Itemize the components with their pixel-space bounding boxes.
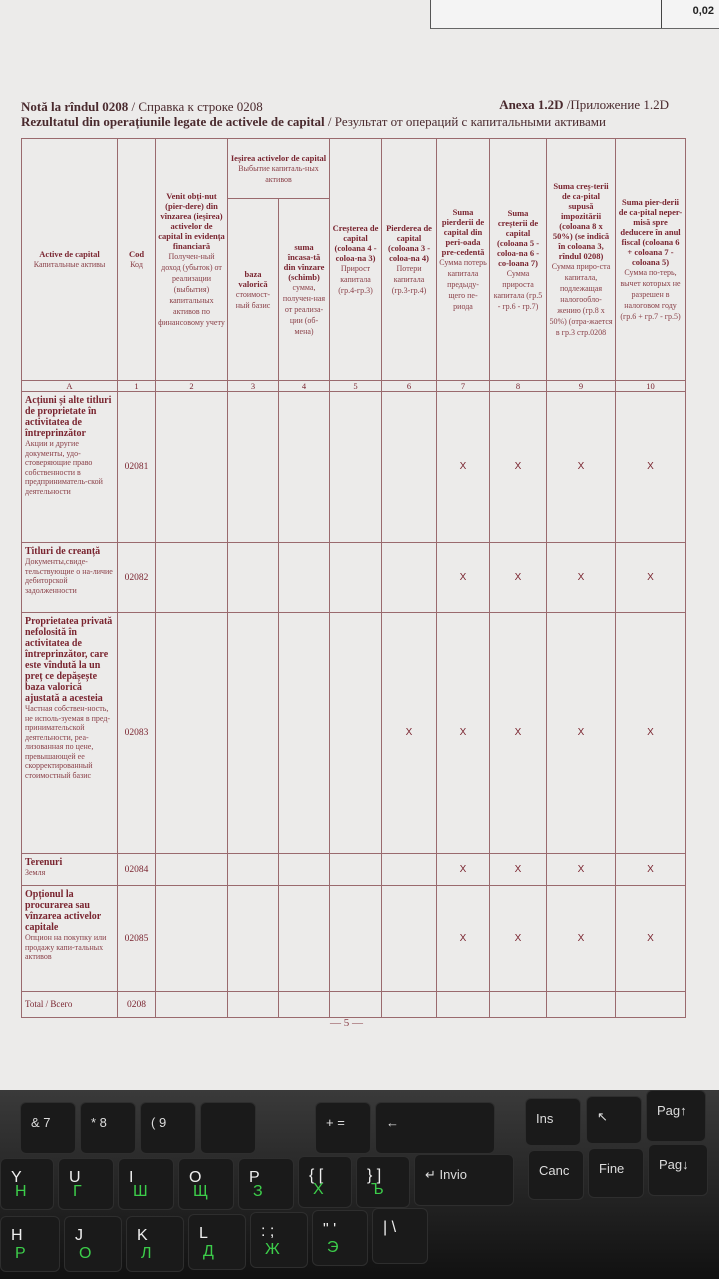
row-code: 02082 bbox=[118, 543, 156, 613]
header-cell-net-gain: Suma creșterii de capital (coloana 5 - coloa-na 6 - co-loana 7) Сумма прироста капитала (гр.5 - гр.6 - гр.7) bbox=[490, 139, 547, 381]
input-cell[interactable] bbox=[279, 392, 330, 543]
cell-col10: X bbox=[616, 392, 686, 543]
col-num: 6 bbox=[382, 381, 437, 392]
input-cell[interactable] bbox=[279, 886, 330, 992]
col-num: 4 bbox=[279, 381, 330, 392]
col-num: 9 bbox=[547, 381, 616, 392]
key-quote[interactable]: " ' Э bbox=[312, 1210, 368, 1266]
cell-col10: X bbox=[616, 886, 686, 992]
key-home[interactable]: ↖ bbox=[586, 1096, 642, 1144]
key-bracket-left[interactable]: { [ Х bbox=[298, 1156, 352, 1208]
col-num: 7 bbox=[437, 381, 490, 392]
key-8[interactable]: * 8 bbox=[80, 1102, 136, 1154]
input-cell[interactable] bbox=[228, 613, 279, 854]
note-title-ru: / Справка к строке 0208 bbox=[128, 99, 263, 114]
input-cell[interactable] bbox=[156, 392, 228, 543]
cell-col9: X bbox=[547, 854, 616, 886]
key-backslash[interactable]: | \ bbox=[372, 1208, 428, 1264]
key-u[interactable]: U Г bbox=[58, 1158, 114, 1210]
row-code: 02085 bbox=[118, 886, 156, 992]
key-7[interactable]: & 7 bbox=[20, 1102, 76, 1154]
annex-label bbox=[499, 97, 669, 113]
cell-col7: X bbox=[437, 613, 490, 854]
input-cell[interactable] bbox=[616, 992, 686, 1018]
key-y[interactable]: Y Н bbox=[0, 1158, 54, 1210]
key-j[interactable]: J О bbox=[64, 1216, 122, 1272]
key-i[interactable]: I Ш bbox=[118, 1158, 174, 1210]
annex-ru: /Приложение 1.2D bbox=[563, 97, 669, 112]
cell-col9: X bbox=[547, 613, 616, 854]
header-cell-nondeductible-loss: Suma pier-derii de ca-pital neper-misă spre deducere în anul fiscal (coloana 6 + coloana 7 - coloana 5) Сумма по-терь, вычет которых не разрешен в налоговом году (гр.6 + гр.7 - гр.5) bbox=[616, 139, 686, 381]
input-cell[interactable] bbox=[279, 854, 330, 886]
key-ins[interactable]: Ins bbox=[525, 1098, 581, 1146]
row-label: Titluri de creanță Документы,свиде-тельствующие о на-личие дебиторской задолженности bbox=[22, 543, 118, 613]
header-cell-income: Venit obți-nut (pier-dere) din vînzarea (ieșirea) activelor de capital în evidența financiară Получен-ный доход (убыток) от реализации (выбытия) капитальных активов по финансовому учету bbox=[156, 139, 228, 381]
input-cell[interactable] bbox=[156, 543, 228, 613]
header-cell-basis: baza valorică стоимост-ный базис bbox=[228, 199, 279, 381]
cell-col9: X bbox=[547, 392, 616, 543]
key-backspace[interactable]: ← bbox=[375, 1102, 495, 1154]
row-label: Proprietatea privată nefolosită în activitatea de întreprinzător, care este vîndută la un preț ce depășește baza valorică ajustată a acesteia Частная собствен-ность, не исполь-зуемая в пред-принимательской деятельности, реа-лизованная по цене, превышающей ее скорректированный стоимостный базис bbox=[22, 613, 118, 854]
section-title-ru: / Результат от операций с капитальными активами bbox=[324, 114, 606, 129]
key-pagedown[interactable]: Pag↓ bbox=[648, 1144, 708, 1196]
table-row bbox=[22, 854, 686, 886]
key-bracket-right[interactable]: } ] Ъ bbox=[356, 1156, 410, 1208]
input-cell[interactable] bbox=[156, 613, 228, 854]
sheet-value: 0,02 bbox=[692, 5, 714, 17]
keyboard bbox=[0, 1090, 719, 1279]
input-cell[interactable] bbox=[279, 992, 330, 1018]
col-num: 1 bbox=[118, 381, 156, 392]
cell-col7: X bbox=[437, 854, 490, 886]
key-0[interactable] bbox=[200, 1102, 256, 1154]
header-cell-gain: Creșterea de capital (coloana 4 - coloa-na 3) Прирост капитала (гр.4-гр.3) bbox=[330, 139, 382, 381]
row-code: 02081 bbox=[118, 392, 156, 543]
key-end[interactable]: Fine bbox=[588, 1148, 644, 1198]
col-num: 2 bbox=[156, 381, 228, 392]
input-cell[interactable] bbox=[228, 886, 279, 992]
row-label: Acțiuni și alte titluri de proprietate în activitatea de întreprinzător Акции и другие документы, удо-стоверяющие право собственности в предприниматель-ской деятельности bbox=[22, 392, 118, 543]
col-num: A bbox=[22, 381, 118, 392]
total-row bbox=[22, 992, 686, 1018]
table-row bbox=[22, 886, 686, 992]
key-l[interactable]: L Д bbox=[188, 1214, 246, 1270]
cell-col10: X bbox=[616, 543, 686, 613]
input-cell[interactable] bbox=[330, 886, 382, 992]
total-code: 0208 bbox=[118, 992, 156, 1018]
key-k[interactable]: K Л bbox=[126, 1216, 184, 1272]
section-title-ro: Rezultatul din operațiunile legate de activele de capital bbox=[21, 114, 325, 129]
input-cell[interactable] bbox=[330, 392, 382, 543]
cell-col8: X bbox=[490, 392, 547, 543]
key-pageup[interactable]: Pag↑ bbox=[646, 1090, 706, 1142]
table-row bbox=[22, 613, 686, 854]
table-row bbox=[22, 392, 686, 543]
cell-col6: X bbox=[382, 613, 437, 854]
header-cell-taxable-gain: Suma creș-terii de ca-pital supusă impozitării (coloana 8 x 50%) (se indică în coloana 3, rîndul 0208) Сумма приро-ста капитала, подлежащая налогообло-жению (гр.8 x 50%) (отра-жается в гр.3 стр.0208 bbox=[547, 139, 616, 381]
cell-col8: X bbox=[490, 886, 547, 992]
cell-col10: X bbox=[616, 854, 686, 886]
cell-col6[interactable] bbox=[382, 543, 437, 613]
key-semicolon[interactable]: : ; Ж bbox=[250, 1212, 308, 1268]
key-equals[interactable]: + = bbox=[315, 1102, 371, 1154]
input-cell[interactable] bbox=[156, 992, 228, 1018]
input-cell[interactable] bbox=[437, 992, 490, 1018]
row-code: 02084 bbox=[118, 854, 156, 886]
input-cell[interactable] bbox=[156, 854, 228, 886]
input-cell[interactable] bbox=[228, 992, 279, 1018]
note-title-ro: Notă la rîndul 0208 bbox=[21, 99, 129, 114]
header-cell-active: Active de capital Капитальные активы bbox=[22, 139, 118, 381]
col-num: 10 bbox=[616, 381, 686, 392]
key-h[interactable]: H Р bbox=[0, 1216, 60, 1272]
cell-col8: X bbox=[490, 854, 547, 886]
cell-col10: X bbox=[616, 613, 686, 854]
cell-col6[interactable] bbox=[382, 886, 437, 992]
row-label: Terenuri Земля bbox=[22, 854, 118, 886]
header-cell-proceeds: suma încasa-tă din vînzare (schimb) сумма, получен-ная от реализа-ции (об-мена) bbox=[279, 199, 330, 381]
key-p[interactable]: P З bbox=[238, 1158, 294, 1210]
header-cell-code: Cod Код bbox=[118, 139, 156, 381]
input-cell[interactable] bbox=[330, 543, 382, 613]
input-cell[interactable] bbox=[228, 854, 279, 886]
input-cell[interactable] bbox=[490, 992, 547, 1018]
background-sheet bbox=[430, 0, 719, 29]
input-cell[interactable] bbox=[330, 854, 382, 886]
cell-col6[interactable] bbox=[382, 392, 437, 543]
column-number-row bbox=[22, 381, 686, 392]
header-cell-prev-loss: Suma pierderii de capital din peri-oada pre-cedentă Сумма потерь капитала предыду-щего пе-риода bbox=[437, 139, 490, 381]
sheet-cell-divider bbox=[661, 0, 662, 28]
input-cell[interactable] bbox=[330, 992, 382, 1018]
annex-ro: Anexa 1.2D bbox=[499, 97, 564, 112]
col-num: 5 bbox=[330, 381, 382, 392]
key-9[interactable]: ( 9 bbox=[140, 1102, 196, 1154]
col-num: 8 bbox=[490, 381, 547, 392]
row-label: Opționul la procurarea sau vînzarea activelor capitale Опцион на покупку или продажу капи-тальных активов bbox=[22, 886, 118, 992]
capital-assets-table bbox=[21, 138, 686, 1018]
row-code: 02083 bbox=[118, 613, 156, 854]
table-row bbox=[22, 543, 686, 613]
input-cell[interactable] bbox=[228, 543, 279, 613]
page-number: — 5 — bbox=[330, 1017, 363, 1029]
key-delete[interactable]: Canc bbox=[528, 1150, 584, 1200]
header-cell-exit: Ieșirea activelor de capital Выбытие капиталь-ных активов bbox=[228, 139, 330, 199]
input-cell[interactable] bbox=[547, 992, 616, 1018]
input-cell[interactable] bbox=[382, 992, 437, 1018]
input-cell[interactable] bbox=[279, 543, 330, 613]
col-num: 3 bbox=[228, 381, 279, 392]
cell-col8: X bbox=[490, 613, 547, 854]
key-enter[interactable]: ↵ Invio bbox=[414, 1154, 514, 1206]
header-cell-loss: Pierderea de capital (coloana 3 - coloa-na 4) Потери капитала (гр.3-гр.4) bbox=[382, 139, 437, 381]
total-label: Total / Всего bbox=[22, 992, 118, 1018]
input-cell[interactable] bbox=[279, 613, 330, 854]
cell-col9: X bbox=[547, 543, 616, 613]
input-cell[interactable] bbox=[330, 613, 382, 854]
cell-col7: X bbox=[437, 392, 490, 543]
key-o[interactable]: O Щ bbox=[178, 1158, 234, 1210]
input-cell[interactable] bbox=[156, 886, 228, 992]
cell-col6[interactable] bbox=[382, 854, 437, 886]
input-cell[interactable] bbox=[228, 392, 279, 543]
cell-col7: X bbox=[437, 886, 490, 992]
cell-col8: X bbox=[490, 543, 547, 613]
cell-col9: X bbox=[547, 886, 616, 992]
cell-col7: X bbox=[437, 543, 490, 613]
